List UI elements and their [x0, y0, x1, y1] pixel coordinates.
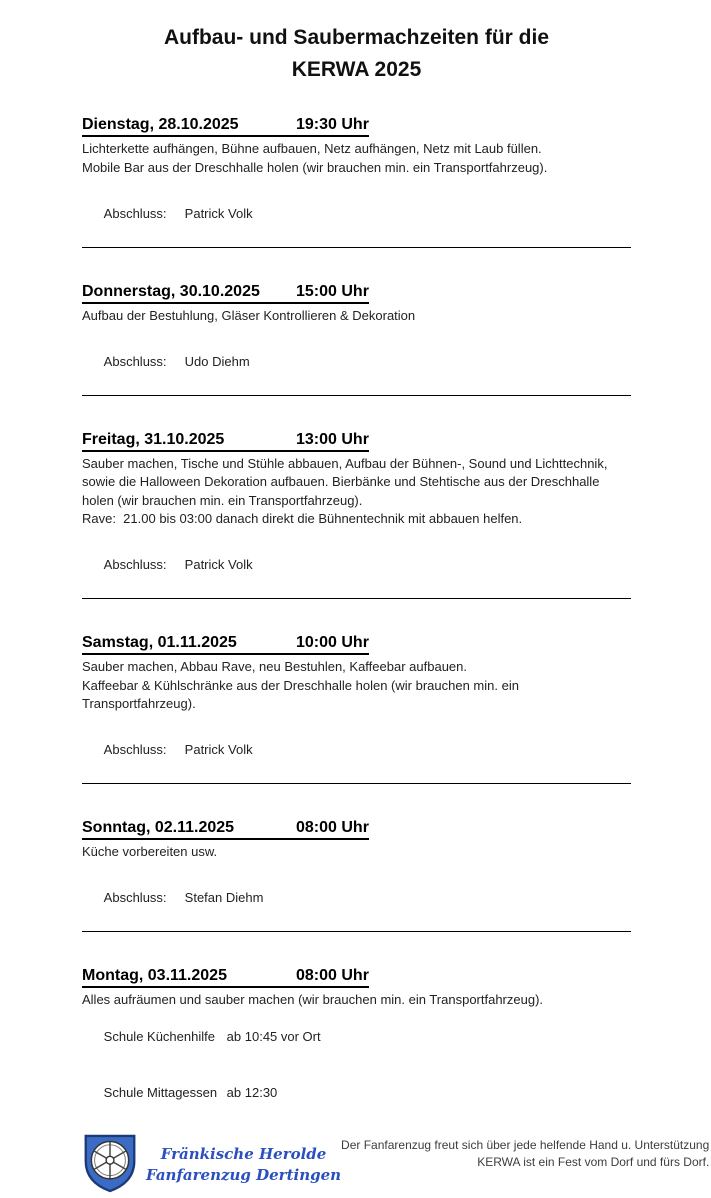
section-freitag: [82, 429, 631, 600]
abschluss-row: [82, 186, 631, 242]
shield-wheel-icon: [82, 1133, 138, 1198]
section-heading: [82, 817, 369, 840]
schedule-value: ab 12:30: [226, 1084, 278, 1100]
footer-note-line2: KERWA ist ein Fest vom Dorf und fürs Dorf.: [477, 1154, 710, 1169]
section-body-line: Alles aufräumen und sauber machen (wir brauchen min. ein Transportfahrzeug).: [82, 992, 544, 1007]
schedule-label: Schule Mittagessen: [103, 1084, 218, 1100]
section-divider: [82, 395, 631, 396]
abschluss-label: Abschluss:: [103, 205, 167, 221]
section-body-line: Küche vorbereiten usw.: [82, 844, 218, 859]
document-title-line1: Aufbau- und Saubermachzeiten für die: [163, 26, 550, 49]
section-body-line: Aufbau der Bestuhlung, Gläser Kontrollieren & Dekoration: [82, 307, 416, 323]
section-day: Dienstag, 28.10.2025: [82, 116, 239, 133]
section-donnerstag: [82, 281, 631, 396]
section-heading: [82, 632, 369, 655]
schedule-row: [82, 1010, 631, 1066]
schedule-row: [82, 1065, 631, 1121]
footer-note-line1: Der Fanfarenzug freut sich über jede helfende Hand u. Unterstützung: [341, 1137, 710, 1152]
abschluss-row: [82, 723, 631, 779]
footer-note: [341, 1137, 709, 1171]
section-body-line: Sauber machen, Abbau Rave, neu Bestuhlen, Kaffeebar aufbauen.: [82, 659, 467, 674]
schedule-value: ab 10:45 vor Ort: [226, 1029, 321, 1044]
section-body-line: Mobile Bar aus der Dreschhalle holen (wir brauchen min. ein Transportfahrzeug).: [82, 159, 548, 175]
section-divider: [82, 247, 631, 248]
document-title: [82, 22, 631, 86]
section-sonntag: [82, 817, 631, 932]
section-heading: [82, 281, 369, 304]
section-day: Samstag, 01.11.2025: [82, 634, 237, 651]
schedule-label: Schule Küchenhilfe: [103, 1029, 215, 1044]
section-body-line: Sauber machen, Tische und Stühle abbauen, Aufbau der Bühnen-, Sound und Lichttechnik,: [82, 455, 608, 471]
section-body-line: Kaffeebar & Kühlschränke aus der Dreschhalle holen (wir brauchen min. ein: [82, 677, 519, 693]
org-name-line1: Fränkische Herolde: [160, 1145, 327, 1163]
abschluss-name: Patrick Volk: [184, 742, 253, 757]
abschluss-name: Patrick Volk: [184, 557, 253, 572]
section-time: 15:00 Uhr: [296, 282, 369, 300]
abschluss-name: Stefan Diehm: [184, 890, 264, 905]
section-time: 10:00 Uhr: [296, 634, 369, 651]
section-time: 19:30 Uhr: [296, 116, 369, 133]
section-body-line: Lichterkette aufhängen, Bühne aufbauen, Netz aufhängen, Netz mit Laub füllen.: [82, 141, 542, 156]
footer: [82, 1133, 710, 1198]
section-divider: [82, 598, 631, 599]
abschluss-row: [82, 871, 631, 927]
section-body-line: holen (wir brauchen min. ein Transportfahrzeug).: [82, 492, 363, 508]
section-day: Montag, 03.11.2025: [82, 967, 227, 984]
section-montag: [82, 965, 631, 1121]
abschluss-label: Abschluss:: [103, 890, 167, 905]
document-title-line2: KERWA 2025: [291, 58, 422, 81]
section-body-line: Transportfahrzeug).: [82, 696, 196, 711]
section-time: 08:00 Uhr: [296, 819, 369, 836]
abschluss-name: Udo Diehm: [184, 353, 250, 369]
section-dienstag: [82, 114, 631, 248]
section-heading: [82, 965, 369, 988]
section-time: 13:00 Uhr: [296, 430, 369, 448]
abschluss-row: [82, 334, 631, 390]
org-name-line2: Fanfarenzug Dertingen: [146, 1166, 342, 1184]
section-heading: [82, 429, 369, 452]
section-samstag: [82, 632, 631, 784]
abschluss-name: Patrick Volk: [184, 205, 253, 221]
abschluss-label: Abschluss:: [103, 557, 167, 572]
section-heading: [82, 114, 369, 137]
section-time: 08:00 Uhr: [296, 967, 369, 984]
section-divider: [82, 931, 631, 932]
section-body-line: Rave: 21.00 bis 03:00 danach direkt die Bühnentechnik mit abbauen helfen.: [82, 511, 523, 526]
abschluss-row: [82, 538, 631, 594]
section-day: Freitag, 31.10.2025: [82, 430, 225, 448]
org-name: [146, 1144, 341, 1186]
section-body-line: sowie die Halloween Dekoration aufbauen. Bierbänke und Stehtische aus der Dreschhalle: [82, 474, 600, 489]
section-day: Donnerstag, 30.10.2025: [82, 282, 260, 300]
section-divider: [82, 783, 631, 784]
abschluss-label: Abschluss:: [103, 353, 167, 369]
abschluss-label: Abschluss:: [103, 742, 167, 757]
section-day: Sonntag, 02.11.2025: [82, 819, 235, 836]
org-logo-block: [82, 1133, 341, 1198]
